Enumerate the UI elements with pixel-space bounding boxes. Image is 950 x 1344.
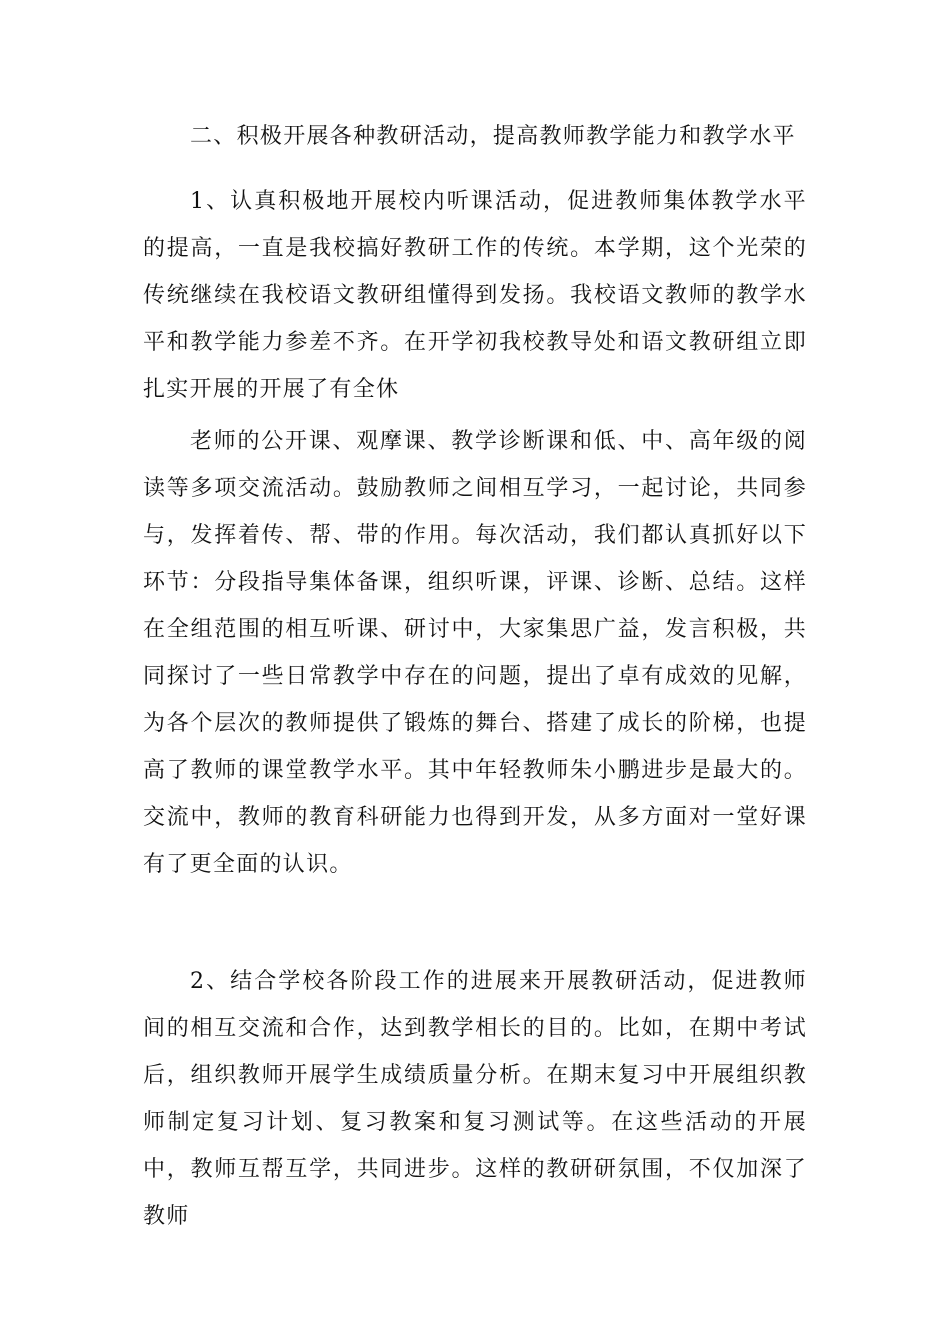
paragraph-text: 老师的公开课、观摩课、教学诊断课和低、中、高年级的阅读等多项交流活动。鼓励教师之间相互学习，一起讨论，共同参与，发挥着传、帮、带的作用。每次活动，我们都认真抓好以下环节：分段指导集体备课，组织听课，评课、诊断、总结。这样在全组范围的相互听课、研讨中，大家集思广益，发言积极，共同探讨了一些日常教学中存在的问题，提出了卓有成效的见解，为各个层次的教师提供了锻炼的舞台、搭建了成长的阶梯，也提高了教师的课堂教学水平。其中年轻教师朱小鹏进步是最大的。交流中，教师的教育科研能力也得到开发，从多方面对一堂好课有了更全面的认识。 [143, 429, 807, 877]
paragraph-2 [143, 418, 807, 888]
section-heading: 二、积极开展各种教研活动，提高教师教学能力和教学水平 [190, 124, 796, 149]
paragraph-3 [143, 958, 807, 1240]
paragraph-1 [143, 178, 807, 413]
paragraph-text: 2、结合学校各阶段工作的进展来开展教研活动，促进教师间的相互交流和合作，达到教学相长的目的。比如，在期中考试后，组织教师开展学生成绩质量分析。在期末复习中开展组织教师制定复习计划、复习教案和复习测试等。在这些活动的开展中，教师互帮互学，共同进步。这样的教研研氛围，不仅加深了教师 [143, 969, 807, 1229]
paragraph-text: 1、认真积极地开展校内听课活动，促进教师集体教学水平的提高，一直是我校搞好教研工作的传统。本学期，这个光荣的传统继续在我校语文教研组懂得到发扬。我校语文教师的教学水平和教学能力参差不齐。在开学初我校教导处和语文教研组立即扎实开展的开展了有全休 [143, 189, 807, 402]
